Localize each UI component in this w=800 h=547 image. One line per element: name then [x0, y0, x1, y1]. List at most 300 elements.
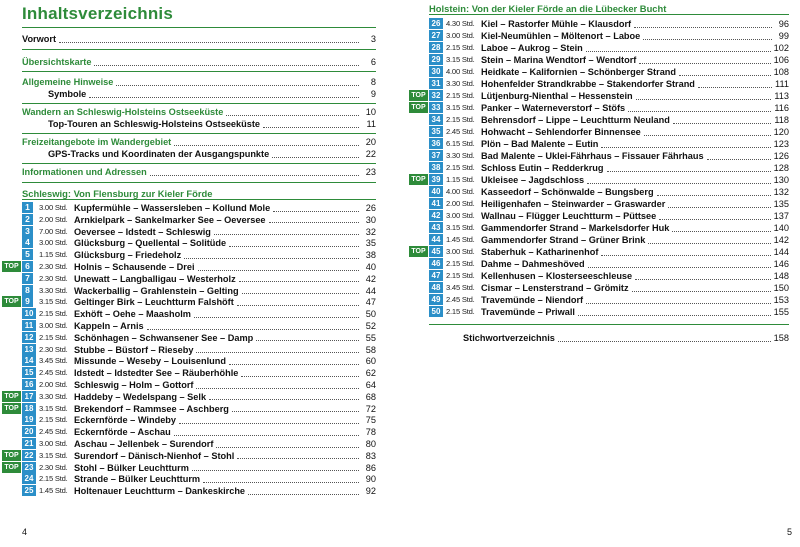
tour-entry-8[interactable]	[74, 285, 376, 297]
tour-number-badge: 31	[429, 78, 443, 89]
tour-entry-4[interactable]	[74, 237, 376, 249]
tour-number-badge: 20	[22, 426, 36, 437]
tour-entry-50[interactable]	[481, 306, 789, 318]
dot-leader	[644, 135, 771, 136]
tour-entry-39[interactable]	[481, 174, 789, 186]
tour-page: 128	[773, 163, 789, 173]
dot-leader	[668, 207, 770, 208]
dot-leader	[263, 127, 359, 128]
tour-page: 140	[773, 223, 789, 233]
toc-entry-stichwortverzeichnis[interactable]	[463, 332, 789, 344]
tour-duration: 3.15 Std.	[39, 450, 68, 460]
tour-name: Wallnau – Flügger Leuchtturm – Püttsee	[481, 211, 657, 221]
dot-leader	[59, 42, 359, 43]
tour-entry-19[interactable]	[74, 414, 376, 426]
tour-entry-2[interactable]	[74, 214, 376, 226]
tour-number-badge: 29	[429, 54, 443, 65]
tour-duration: 2.30 Std.	[39, 344, 68, 354]
tour-page: 111	[775, 79, 789, 89]
tour-number-badge: 34	[429, 114, 443, 125]
toc-entry-text: Top-Touren an Schleswig-Holsteins Ostseeküste	[48, 119, 261, 129]
toc-entry-allgemeine-hinweise[interactable]	[22, 76, 376, 88]
tour-page: 35	[365, 238, 376, 249]
page-number: 4	[22, 527, 28, 537]
tour-name: Wackerballig – Grahlenstein – Gelting	[74, 285, 239, 296]
tour-name: Aschau – Jellenbek – Surendorf	[74, 439, 214, 449]
tour-page: 108	[773, 67, 789, 77]
tour-number-badge: 11	[22, 320, 36, 331]
tour-entry-15[interactable]	[74, 367, 376, 379]
tour-entry-42[interactable]	[481, 210, 789, 222]
tour-duration: 3.15 Std.	[446, 103, 475, 112]
tour-duration: 3.30 Std.	[39, 391, 68, 401]
tour-name: Kiel – Rastorfer Mühle – Klausdorf	[481, 19, 632, 29]
top-tour-badge: TOP	[2, 391, 21, 402]
dot-leader	[588, 267, 771, 268]
tour-name: Stohl – Bülker Leuchtturm	[74, 462, 189, 473]
tour-entry-33[interactable]	[481, 102, 789, 114]
tour-entry-13[interactable]	[74, 344, 376, 356]
tour-name: Brekendorf – Rammsee – Aschberg	[74, 403, 229, 414]
dot-leader	[226, 115, 359, 116]
tour-page: 118	[774, 115, 789, 125]
dot-leader	[657, 195, 771, 196]
tour-entry-5[interactable]	[74, 249, 376, 261]
dot-leader	[632, 291, 771, 292]
tour-duration: 2.00 Std.	[39, 380, 68, 389]
tour-duration: 2.00 Std.	[39, 214, 68, 224]
top-tour-badge: TOP	[409, 246, 428, 257]
tour-name: Travemünde – Priwall	[481, 307, 575, 317]
tour-duration: 2.15 Std.	[446, 91, 475, 100]
tour-entry-38[interactable]	[481, 162, 789, 174]
tour-duration: 3.30 Std.	[446, 151, 475, 160]
tour-page: 120	[773, 127, 789, 137]
tour-page: 47	[365, 297, 376, 308]
tour-name: Gammendorfer Strand – Grüner Brink	[481, 235, 646, 245]
toc-entry-informationen[interactable]	[22, 166, 376, 178]
tour-number-badge: 24	[22, 473, 36, 484]
tour-duration: 3.45 Std.	[39, 356, 68, 366]
tour-name: Travemünde – Niendorf	[481, 295, 584, 305]
tour-duration: 2.30 Std.	[39, 273, 68, 283]
tour-page: 90	[365, 474, 376, 485]
tour-entry-46[interactable]	[481, 258, 789, 270]
page-title: Inhaltsverzeichnis	[22, 4, 173, 23]
tour-entry-45[interactable]	[481, 246, 789, 258]
toc-entry-page: 158	[773, 333, 789, 343]
dot-leader	[659, 219, 770, 220]
tour-page: 40	[365, 262, 376, 272]
tour-name: Behrensdorf – Lippe – Leuchtturm Neuland	[481, 115, 670, 125]
top-tour-badge: TOP	[2, 261, 21, 272]
toc-entry-symbole[interactable]	[48, 88, 376, 100]
tour-duration: 2.15 Std.	[446, 259, 475, 268]
tour-duration: 7.00 Std.	[39, 226, 68, 236]
tour-number-badge: 33	[429, 102, 443, 113]
section-title: Holstein: Von der Kieler Förde an die Lübecker Bucht	[429, 3, 667, 14]
tour-duration: 2.30 Std.	[39, 462, 68, 472]
entry-separator	[22, 182, 376, 183]
tour-number-badge: 5	[22, 249, 33, 260]
dot-leader	[174, 145, 359, 146]
dot-leader	[239, 281, 359, 282]
dot-leader	[237, 458, 359, 459]
toc-entry-page: 6	[370, 57, 376, 67]
toc-entry-text: Freizeitangebote im Wandergebiet	[22, 137, 172, 147]
top-tour-badge: TOP	[409, 102, 428, 113]
tour-page: 150	[773, 283, 789, 293]
tour-name: Glücksburg – Friedeholz	[74, 250, 182, 261]
tour-number-badge: 32	[429, 90, 443, 101]
dot-leader	[194, 317, 359, 318]
tour-duration: 1.45 Std.	[39, 486, 68, 496]
tour-entry-48[interactable]	[481, 282, 789, 294]
tour-entry-25[interactable]	[74, 485, 376, 497]
tour-page: 80	[365, 439, 376, 449]
tour-name: Kellenhusen – Klosterseeschleuse	[481, 271, 633, 281]
tour-name: Hohwacht – Sehlendorfer Binnensee	[481, 127, 641, 137]
dot-leader	[648, 243, 770, 244]
tour-name: Kasseedorf – Schönwalde – Bungsberg	[481, 187, 654, 197]
toc-entry-page: 23	[365, 167, 376, 177]
dot-leader	[601, 147, 770, 148]
tour-number-badge: 25	[22, 485, 36, 496]
dot-leader	[198, 270, 359, 271]
tour-name: Ukleisee – Jagdschloss	[481, 175, 585, 185]
entry-separator	[22, 49, 376, 50]
tour-name: Unewatt – Langballigau – Westerholz	[74, 273, 236, 284]
tour-entry-32[interactable]	[481, 90, 789, 102]
dot-leader	[196, 352, 359, 353]
tour-number-badge: 39	[429, 174, 443, 185]
tour-page: 106	[773, 55, 789, 65]
tour-entry-22[interactable]	[74, 450, 376, 462]
tour-duration: 2.15 Std.	[446, 115, 475, 124]
tour-number-badge: 40	[429, 186, 443, 197]
tour-number-badge: 27	[429, 30, 443, 41]
tour-page: 99	[778, 31, 789, 41]
tour-duration: 3.15 Std.	[446, 223, 475, 232]
toc-entry-text: Stichwortverzeichnis	[463, 333, 555, 343]
tour-name: Kiel-Neumühlen – Möltenort – Laboe	[481, 31, 641, 41]
dot-leader	[150, 175, 359, 176]
toc-entry-text: Symbole	[48, 89, 87, 99]
dot-leader	[229, 364, 359, 365]
tour-page: 64	[365, 380, 376, 390]
tour-duration: 2.45 Std.	[39, 427, 68, 437]
tour-duration: 2.45 Std.	[39, 368, 68, 378]
dot-leader	[241, 376, 359, 377]
tour-duration: 2.15 Std.	[39, 332, 68, 342]
tour-name: Stein – Marina Wendtorf – Wendtorf	[481, 55, 637, 65]
tour-name: Schönhagen – Schwansener See – Damp	[74, 332, 254, 343]
tour-entry-49[interactable]	[481, 294, 789, 306]
tour-name: Hohenfelder Strandkrabbe – Stakendorfer Strand	[481, 79, 695, 89]
tour-name: Dahme – Dahmeshöved	[481, 259, 585, 269]
dot-leader	[643, 39, 772, 40]
tour-entry-6[interactable]	[74, 261, 376, 273]
tour-number-badge: 41	[429, 198, 443, 209]
tour-duration: 2.15 Std.	[39, 415, 68, 425]
tour-name: Arnkielpark – Sankelmarker See – Oeversee	[74, 214, 266, 225]
dot-leader	[601, 255, 770, 256]
tour-entry-11[interactable]	[74, 320, 376, 332]
tour-name: Schleswig – Holm – Gottorf	[74, 380, 194, 390]
tour-page: 137	[773, 211, 789, 221]
tour-duration: 3.15 Std.	[39, 297, 68, 307]
tour-duration: 3.30 Std.	[446, 79, 475, 88]
tour-duration: 4.30 Std.	[446, 19, 475, 28]
tour-page: 26	[365, 203, 376, 213]
toc-entry-page: 9	[370, 89, 376, 99]
tour-page: 83	[365, 450, 376, 461]
dot-leader	[578, 315, 771, 316]
dot-leader	[94, 65, 359, 66]
top-tour-badge: TOP	[2, 462, 21, 473]
tour-page: 92	[365, 486, 376, 497]
tour-duration: 2.15 Std.	[446, 307, 475, 316]
top-tour-badge: TOP	[409, 90, 428, 101]
top-tour-badge: TOP	[2, 450, 21, 461]
tour-duration: 1.45 Std.	[446, 235, 475, 244]
tour-duration: 2.30 Std.	[39, 262, 68, 271]
dot-leader	[673, 123, 771, 124]
tour-name: Schloss Eutin – Redderkrug	[481, 163, 604, 173]
tour-duration: 2.15 Std.	[39, 474, 68, 484]
tour-page: 102	[773, 43, 789, 53]
tour-duration: 2.15 Std.	[446, 43, 475, 52]
dot-leader	[209, 399, 359, 400]
tour-page: 60	[365, 356, 376, 367]
tour-entry-20[interactable]	[74, 426, 376, 438]
tour-duration: 2.45 Std.	[446, 295, 475, 304]
tour-number-badge: 4	[22, 237, 33, 248]
tour-entry-12[interactable]	[74, 332, 376, 344]
tour-duration: 3.00 Std.	[39, 203, 68, 212]
dot-leader	[229, 246, 359, 247]
toc-entry-wandern[interactable]	[22, 106, 376, 118]
tour-number-badge: 13	[22, 344, 36, 355]
tour-entry-23[interactable]	[74, 462, 376, 474]
tour-duration: 3.15 Std.	[446, 55, 475, 64]
tour-entry-18[interactable]	[74, 403, 376, 415]
tour-number-badge: 6	[22, 261, 33, 272]
entry-separator	[22, 163, 376, 164]
dot-leader	[587, 183, 770, 184]
tour-entry-17[interactable]	[74, 391, 376, 403]
dot-leader	[269, 222, 359, 223]
tour-duration: 2.15 Std.	[446, 163, 475, 172]
tour-number-badge: 12	[22, 332, 36, 343]
dot-leader	[672, 231, 770, 232]
tour-duration: 3.00 Std.	[39, 321, 68, 330]
tour-number-badge: 45	[429, 246, 443, 257]
tour-page: 72	[365, 403, 376, 414]
dot-leader	[214, 234, 359, 235]
tour-entry-29[interactable]	[481, 54, 789, 66]
tour-number-badge: 17	[22, 391, 36, 402]
tour-name: Strande – Bülker Leuchtturm	[74, 474, 201, 485]
tour-page: 148	[773, 271, 789, 281]
tour-page: 58	[365, 344, 376, 355]
tour-name: Cismar – Lensterstrand – Grömitz	[481, 283, 629, 293]
tour-name: Lütjenburg-Nienthal – Hessenstein	[481, 91, 633, 101]
tour-name: Heidkate – Kalifornien – Schönberger Strand	[481, 67, 677, 77]
tour-duration: 4.00 Std.	[446, 67, 475, 76]
tour-name: Heiligenhafen – Steinwarder – Graswarder	[481, 199, 666, 209]
right-page	[400, 0, 800, 547]
dot-leader	[203, 482, 359, 483]
entry-separator	[22, 71, 376, 72]
toc-entry-page: 11	[366, 119, 376, 129]
tour-entry-34[interactable]	[481, 114, 789, 126]
tour-name: Plön – Bad Malente – Eutin	[481, 139, 599, 149]
tour-page: 75	[365, 415, 376, 426]
toc-entry-text: Übersichtskarte	[22, 57, 92, 67]
tour-name: Idstedt – Idstedter See – Räuberhöhle	[74, 368, 239, 379]
section-separator	[22, 199, 376, 200]
tour-page: 126	[773, 151, 789, 161]
tour-duration: 2.15 Std.	[39, 309, 68, 319]
tour-name: Panker – Waterneverstorf – Stöfs	[481, 103, 626, 113]
tour-duration: 4.00 Std.	[446, 187, 475, 196]
dot-leader	[636, 99, 772, 100]
tour-number-badge: 18	[22, 403, 36, 414]
tour-number-badge: 8	[22, 285, 33, 296]
toc-entry-uebersichtskarte[interactable]	[22, 56, 376, 68]
toc-entry-text: Allgemeine Hinweise	[22, 77, 114, 87]
tour-duration: 3.00 Std.	[39, 439, 68, 448]
tour-page: 130	[773, 175, 789, 185]
tour-page: 116	[774, 103, 789, 113]
tour-duration: 6.15 Std.	[446, 139, 475, 148]
tour-entry-41[interactable]	[481, 198, 789, 210]
tour-number-badge: 9	[22, 296, 33, 307]
toc-entry-text: GPS-Tracks und Koordinaten der Ausgangspunkte	[48, 149, 270, 159]
tour-entry-27[interactable]	[481, 30, 789, 42]
dot-leader	[256, 340, 359, 341]
tour-number-badge: 23	[22, 462, 36, 473]
tour-duration: 1.15 Std.	[39, 250, 68, 260]
tour-page: 38	[365, 250, 376, 261]
tour-number-badge: 43	[429, 222, 443, 233]
tour-page: 50	[365, 309, 376, 320]
tour-page: 78	[365, 427, 376, 438]
tour-entry-1[interactable]	[74, 202, 376, 214]
toc-entry-page: 8	[370, 77, 376, 87]
tour-entry-26[interactable]	[481, 18, 789, 30]
dot-leader	[179, 423, 359, 424]
dot-leader	[196, 388, 359, 389]
toc-entry-text: Informationen und Adressen	[22, 167, 147, 177]
tour-page: 144	[773, 247, 789, 257]
tour-page: 113	[774, 91, 789, 101]
toc-entry-text: Vorwort	[22, 34, 57, 44]
tour-entry-30[interactable]	[481, 66, 789, 78]
tour-number-badge: 2	[22, 214, 33, 225]
tour-entry-44[interactable]	[481, 234, 789, 246]
tour-entry-10[interactable]	[74, 308, 376, 320]
tour-page: 153	[773, 295, 789, 305]
tour-name: Holnis – Schausende – Drei	[74, 262, 195, 272]
dot-leader	[634, 27, 772, 28]
tour-entry-9[interactable]	[74, 296, 376, 308]
dot-leader	[607, 171, 771, 172]
tour-page: 86	[365, 462, 376, 473]
toc-entry-page: 10	[365, 107, 376, 117]
tour-entry-31[interactable]	[481, 78, 789, 90]
tour-entry-28[interactable]	[481, 42, 789, 54]
tour-page: 55	[365, 332, 376, 343]
dot-leader	[216, 447, 359, 448]
tour-entry-37[interactable]	[481, 150, 789, 162]
toc-entry-vorwort[interactable]	[22, 33, 376, 45]
tour-number-badge: 14	[22, 355, 36, 366]
tour-number-badge: 50	[429, 306, 443, 317]
top-tour-badge: TOP	[2, 403, 21, 414]
tour-entry-14[interactable]	[74, 355, 376, 367]
section-separator	[429, 14, 789, 15]
dot-leader	[639, 63, 770, 64]
tour-page: 135	[773, 199, 789, 209]
entry-separator	[429, 324, 789, 325]
dot-leader	[586, 51, 771, 52]
tour-page: 42	[365, 273, 376, 284]
tour-entry-43[interactable]	[481, 222, 789, 234]
tour-name: Kupfermühle – Wassersleben – Kollund Mole	[74, 203, 271, 213]
tour-duration: 3.00 Std.	[446, 31, 475, 40]
entry-separator	[22, 103, 376, 104]
tour-entry-36[interactable]	[481, 138, 789, 150]
tour-number-badge: 47	[429, 270, 443, 281]
tour-entry-3[interactable]	[74, 226, 376, 238]
dot-leader	[184, 258, 359, 259]
tour-entry-47[interactable]	[481, 270, 789, 282]
tour-entry-16[interactable]	[74, 379, 376, 391]
dot-leader	[679, 75, 771, 76]
toc-entry-gps-tracks[interactable]	[48, 148, 376, 160]
tour-duration: 3.00 Std.	[39, 238, 68, 248]
tour-entry-7[interactable]	[74, 273, 376, 285]
tour-page: 142	[773, 235, 789, 245]
dot-leader	[89, 97, 359, 98]
tour-entry-21[interactable]	[74, 438, 376, 450]
dot-leader	[698, 87, 772, 88]
dot-leader	[558, 341, 771, 342]
tour-entry-35[interactable]	[481, 126, 789, 138]
tour-name: Exhöft – Oehe – Maasholm	[74, 309, 191, 320]
tour-number-badge: 10	[22, 308, 36, 319]
tour-entry-24[interactable]	[74, 473, 376, 485]
tour-name: Missunde – Weseby – Louisenlund	[74, 356, 226, 367]
tour-duration: 3.00 Std.	[446, 211, 475, 220]
tour-duration: 3.45 Std.	[446, 283, 475, 292]
tour-name: Geltinger Birk – Leuchtturm Falshöft	[74, 297, 234, 308]
tour-name: Bad Malente – Uklei-Fährhaus – Fissauer Fährhaus	[481, 151, 704, 161]
tour-number-badge: 37	[429, 150, 443, 161]
tour-duration: 2.15 Std.	[446, 271, 475, 280]
title-separator	[22, 27, 376, 28]
toc-entry-top-touren[interactable]	[48, 118, 376, 130]
tour-page: 146	[773, 259, 789, 269]
top-tour-badge: TOP	[409, 174, 428, 185]
tour-number-badge: 35	[429, 126, 443, 137]
tour-page: 123	[773, 139, 789, 149]
tour-entry-40[interactable]	[481, 186, 789, 198]
tour-name: Kappeln – Arnis	[74, 321, 144, 331]
toc-entry-freizeitangebote[interactable]	[22, 136, 376, 148]
